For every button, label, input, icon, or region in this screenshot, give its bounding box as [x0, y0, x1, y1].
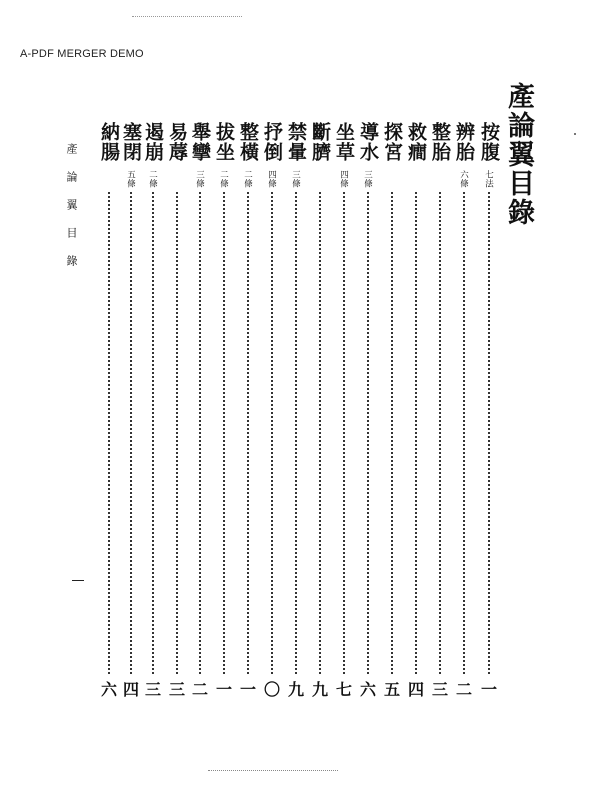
toc-entry-note: 五條 — [125, 170, 136, 188]
toc-entry-note: 二條 — [218, 170, 229, 188]
toc-dot-leader — [415, 192, 417, 674]
toc-entry-page: 五 — [383, 680, 400, 699]
toc-entry[interactable] — [98, 122, 120, 712]
toc-entry-page: 三 — [431, 680, 448, 699]
toc-entry-page: 七 — [335, 680, 352, 699]
toc-entry-title: 坐草 — [333, 122, 355, 162]
toc-entry-title: 舉攣 — [189, 122, 211, 162]
toc-dot-leader — [391, 192, 393, 674]
toc-dot-leader — [343, 192, 345, 674]
toc-entry-note: 三條 — [194, 170, 205, 188]
toc-entry-page: 一 — [215, 680, 232, 699]
book-title: 產論翼目錄 — [503, 82, 534, 227]
toc-entry-page: 四 — [122, 680, 139, 699]
toc-entry-page: 〇 — [263, 680, 280, 699]
toc-entry[interactable] — [142, 122, 164, 712]
toc-dot-leader — [199, 192, 201, 674]
toc-dot-leader — [130, 192, 132, 674]
toc-entry-note: 四條 — [338, 170, 349, 188]
toc-entry[interactable] — [357, 122, 379, 712]
toc-entry-page: 六 — [100, 680, 117, 699]
toc-entry-page: 一 — [480, 680, 497, 699]
toc-entry[interactable] — [333, 122, 355, 712]
toc-entry-title: 抒倒 — [261, 122, 283, 162]
toc-entry-note: 二條 — [242, 170, 253, 188]
toc-entry[interactable] — [237, 122, 259, 712]
toc-entry-page: 一 — [239, 680, 256, 699]
toc-entry-title: 遏崩 — [142, 122, 164, 162]
toc-dot-leader — [108, 192, 110, 674]
toc-entry-title: 按腹 — [478, 122, 500, 162]
toc-entry-title: 納腸 — [98, 122, 120, 162]
toc-entry[interactable] — [285, 122, 307, 712]
toc-entry-title: 拔坐 — [213, 122, 235, 162]
toc-entry[interactable] — [453, 122, 475, 712]
toc-entry-title: 整橫 — [237, 122, 259, 162]
toc-entry[interactable] — [405, 122, 427, 712]
toc-entry-note: 三條 — [290, 170, 301, 188]
toc-entry-note: 三條 — [362, 170, 373, 188]
toc-entry-note: 六條 — [458, 170, 469, 188]
toc-entry-page: 二 — [455, 680, 472, 699]
toc-entry-note: 七法 — [483, 170, 494, 188]
toc-dot-leader — [488, 192, 490, 674]
toc-entry-title: 救癎 — [405, 122, 427, 162]
toc-dot-leader — [295, 192, 297, 674]
toc-dot-leader — [223, 192, 225, 674]
toc-entry-page: 九 — [311, 680, 328, 699]
toc-entry[interactable] — [429, 122, 451, 712]
toc-entry[interactable] — [120, 122, 142, 712]
toc-entry-note: 二條 — [147, 170, 158, 188]
toc-entry[interactable] — [478, 122, 500, 712]
toc-dot-leader — [367, 192, 369, 674]
toc-entry[interactable] — [261, 122, 283, 712]
side-running-title: 產論翼目錄 — [65, 143, 78, 283]
toc-entry-title: 易蓐 — [166, 122, 188, 162]
toc-entry[interactable] — [213, 122, 235, 712]
toc-dot-leader — [439, 192, 441, 674]
toc-entry[interactable] — [309, 122, 331, 712]
toc-entry-title: 導水 — [357, 122, 379, 162]
toc-entry-page: 九 — [287, 680, 304, 699]
toc-entry[interactable] — [189, 122, 211, 712]
watermark-text: A-PDF MERGER DEMO — [20, 48, 144, 60]
toc-entry-title: 禁暈 — [285, 122, 307, 162]
toc-entry-title: 斷臍 — [309, 122, 331, 162]
toc-dot-leader — [319, 192, 321, 674]
toc-entry-title: 整胎 — [429, 122, 451, 162]
toc-entry-page: 三 — [144, 680, 161, 699]
toc-entry-page: 六 — [359, 680, 376, 699]
toc-dot-leader — [247, 192, 249, 674]
toc-dot-leader — [463, 192, 465, 674]
toc-entry-note: 四條 — [266, 170, 277, 188]
toc-entry-page: 四 — [407, 680, 424, 699]
toc-dot-leader — [176, 192, 178, 674]
toc-entry[interactable] — [166, 122, 188, 712]
toc-entry-title: 辨胎 — [453, 122, 475, 162]
toc-entry-page: 三 — [168, 680, 185, 699]
toc-entry-page: 二 — [191, 680, 208, 699]
toc-entry-title: 塞閉 — [120, 122, 142, 162]
toc-dot-leader — [271, 192, 273, 674]
toc-entry[interactable] — [381, 122, 403, 712]
toc-dot-leader — [152, 192, 154, 674]
toc-entry-title: 探宮 — [381, 122, 403, 162]
